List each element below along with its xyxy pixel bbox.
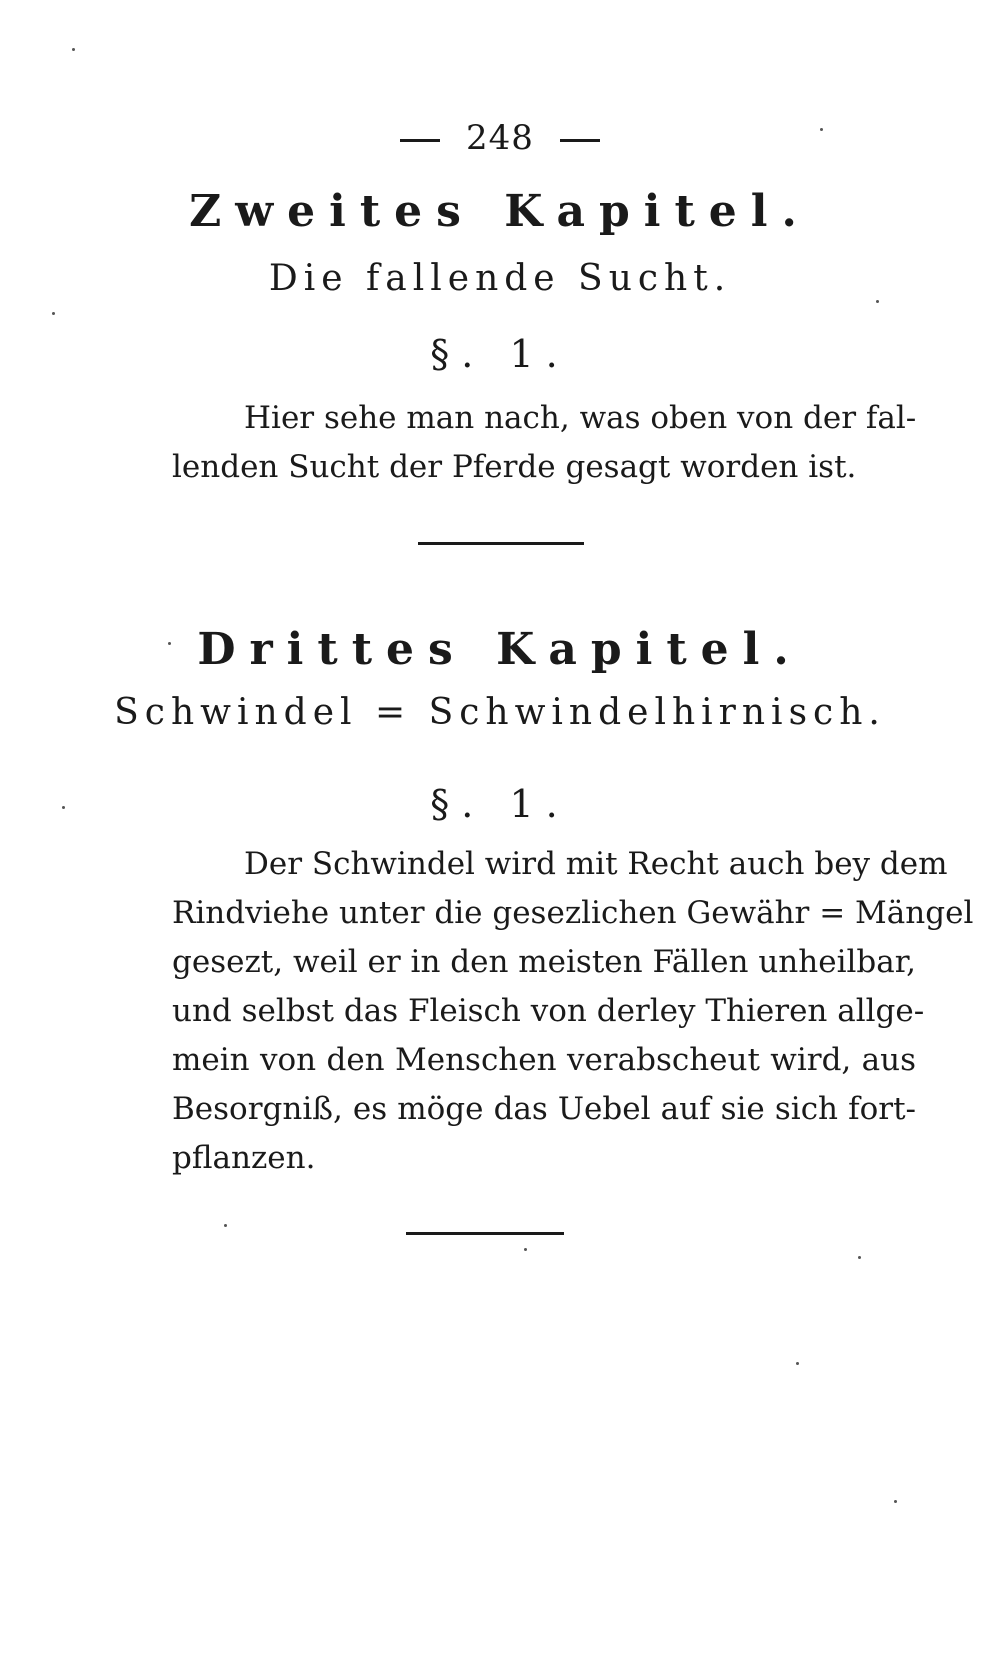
page-number: 248: [466, 118, 534, 158]
chapter-2-section-mark: §. 1.: [430, 332, 570, 376]
paragraph-line: pflanzen.: [172, 1140, 316, 1176]
chapter-2-title: Zweites Kapitel.: [189, 186, 811, 237]
paragraph-line: Hier sehe man nach, was oben von der fal-: [244, 400, 917, 436]
paragraph-line: Besorgniß, es möge das Uebel auf sie sich fort-: [172, 1091, 916, 1127]
left-dash: [400, 139, 440, 142]
chapter-3-title: Drittes Kapitel.: [197, 624, 803, 675]
scan-speck: [876, 300, 879, 303]
scan-speck: [72, 48, 75, 51]
paragraph-line: lenden Sucht der Pferde gesagt worden ist.: [172, 449, 857, 485]
paragraph-line: und selbst das Fleisch von derley Thieren allge-: [172, 993, 925, 1029]
paragraph-line: mein von den Menschen verabscheut wird, aus: [172, 1042, 916, 1078]
scan-speck: [858, 1256, 861, 1259]
scan-speck: [168, 642, 171, 645]
end-divider-rule: [406, 1232, 564, 1235]
scan-speck: [894, 1500, 897, 1503]
right-dash: [560, 139, 600, 142]
scan-speck: [52, 312, 55, 315]
scan-speck: [524, 1248, 527, 1251]
scan-speck: [62, 806, 65, 809]
paragraph-line: Rindviehe unter die gesezlichen Gewähr = Mängel: [172, 895, 974, 931]
scan-speck: [796, 1362, 799, 1365]
chapter-3-paragraph: [172, 840, 974, 1183]
paragraph-line: gesezt, weil er in den meisten Fällen unheilbar,: [172, 944, 916, 980]
chapter-3-section-mark: §. 1.: [430, 782, 570, 826]
scan-speck: [820, 128, 823, 131]
page-number-header: [0, 118, 1000, 158]
chapter-2-subtitle: Die fallende Sucht.: [268, 258, 732, 299]
scan-speck: [224, 1224, 227, 1227]
section-divider-rule: [418, 542, 584, 545]
paragraph-line: Der Schwindel wird mit Recht auch bey dem: [244, 846, 948, 882]
chapter-3-subtitle: Schwindel = Schwindelhirnisch.: [114, 692, 886, 733]
chapter-2-paragraph: [172, 394, 916, 492]
